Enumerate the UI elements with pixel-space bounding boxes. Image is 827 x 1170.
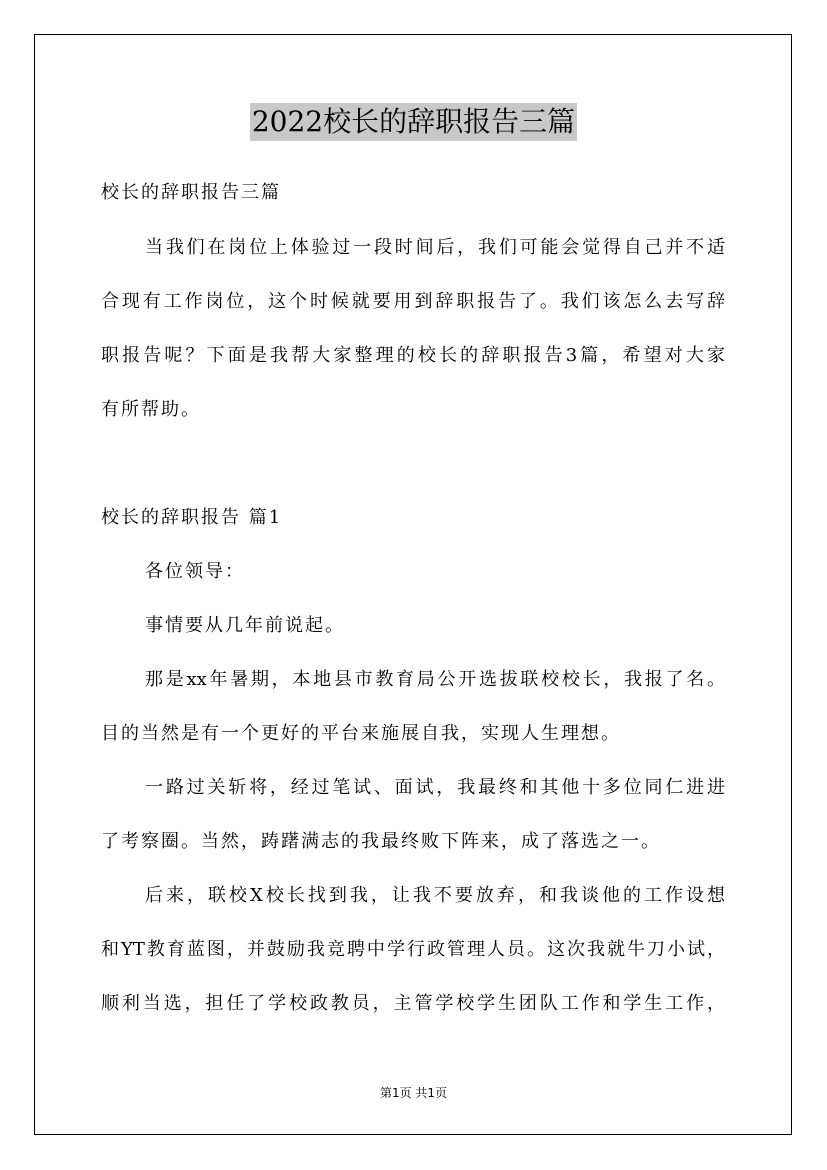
paragraph-line: 当我们在岗位上体验过一段时间后，我们可能会觉得自己并不适 bbox=[145, 237, 725, 258]
salutation: 各位领导： bbox=[145, 561, 245, 582]
paragraph-line: 了考察圈。当然，踌躇满志的我最终败下阵来，成了落选之一。 bbox=[101, 831, 661, 852]
document-title: 2022校长的辞职报告三篇 bbox=[250, 103, 577, 141]
page-footer: 第1页 共1页 bbox=[379, 1086, 448, 1100]
paragraph-line: 后来，联校X校长找到我，让我不要放弃，和我谈他的工作设想 bbox=[145, 885, 725, 906]
paragraph-line: 一路过关斩将，经过笔试、面试，我最终和其他十多位同仁进进 bbox=[145, 777, 725, 798]
title-wrap bbox=[0, 103, 827, 141]
paragraph-line: 有所帮助。 bbox=[101, 399, 201, 420]
paragraph-line: 职报告呢？下面是我帮大家整理的校长的辞职报告3篇，希望对大家 bbox=[101, 345, 725, 366]
paragraph-line: 目的当然是有一个更好的平台来施展自我，实现人生理想。 bbox=[101, 723, 621, 744]
paragraph-line: 和YT教育蓝图，并鼓励我竞聘中学行政管理人员。这次我就牛刀小试， bbox=[101, 939, 725, 960]
paragraph-line: 合现有工作岗位，这个时候就要用到辞职报告了。我们该怎么去写辞 bbox=[101, 291, 725, 312]
intro-heading: 校长的辞职报告三篇 bbox=[101, 182, 281, 203]
paragraph-line: 那是xx年暑期，本地县市教育局公开选拔联校校长，我报了名。 bbox=[145, 669, 725, 690]
section-heading: 校长的辞职报告 篇1 bbox=[101, 507, 283, 528]
paragraph-line: 事情要从几年前说起。 bbox=[145, 615, 345, 636]
paragraph-line: 顺利当选，担任了学校政教员，主管学校学生团队工作和学生工作， bbox=[101, 993, 725, 1014]
